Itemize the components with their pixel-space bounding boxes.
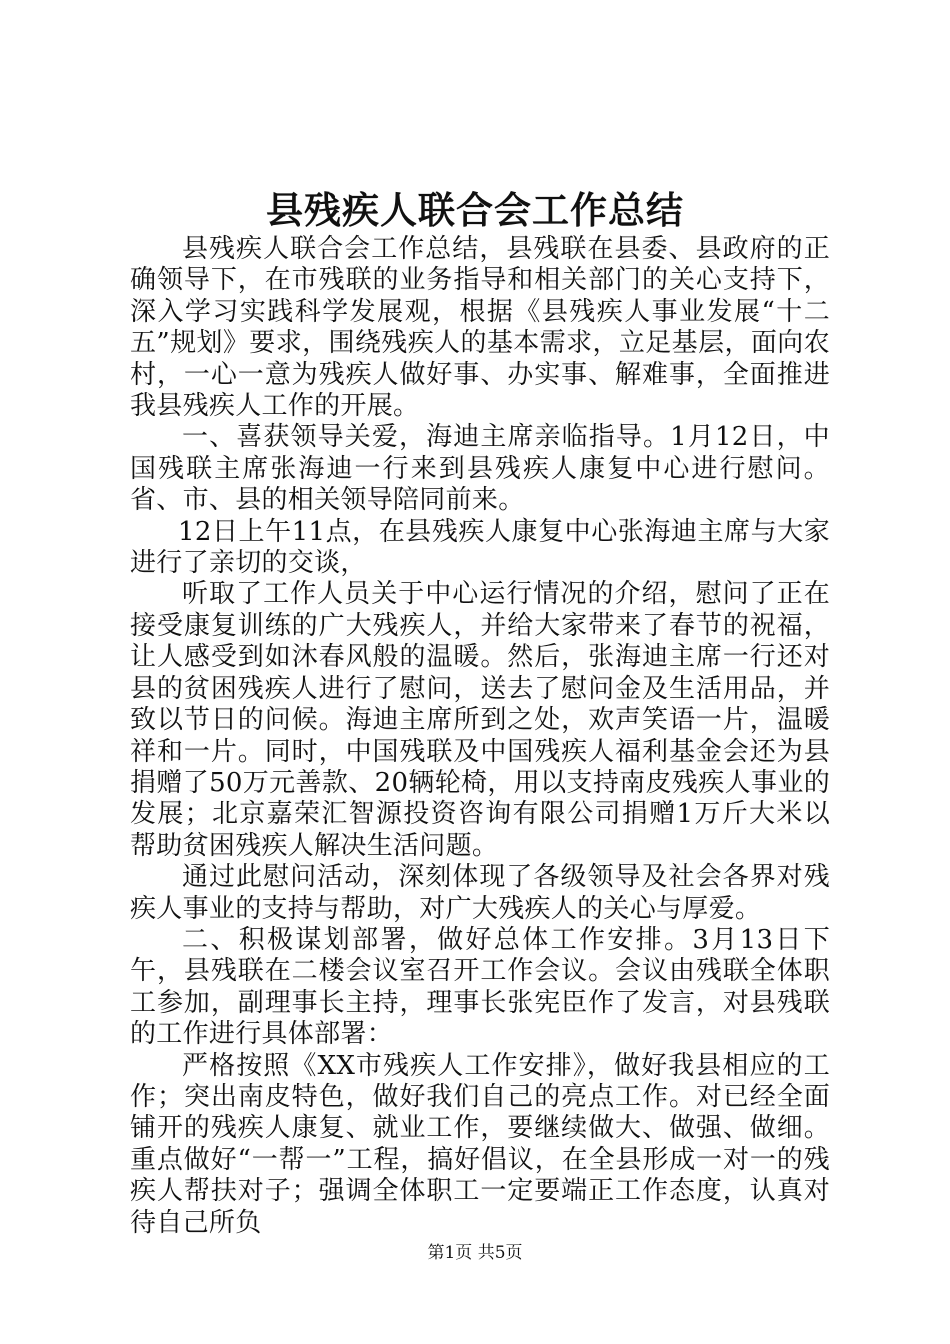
paragraph-meeting-time: 12日上午11点，在县残疾人康复中心张海迪主席与大家进行了亲切的交谈， xyxy=(130,516,830,579)
paragraph-work-arrangement: 严格按照《XX市残疾人工作安排》，做好我县相应的工作；突出南皮特色，做好我们自己的亮点工作。对已经全面铺开的残疾人康复、就业工作，要继续做大、做强、做细。重点做好“一帮一”工程，搞好倡议，在全县形成一对一的残疾人帮扶对子；强调全体职工一定要端正工作态度，认真对待自己所负 xyxy=(130,1050,830,1238)
paragraph-visit-details: 听取了工作人员关于中心运行情况的介绍，慰问了正在接受康复训练的广大残疾人，并给大家带来了春节的祝福，让人感受到如沐春风般的温暖。然后，张海迪主席一行还对县的贫困残疾人进行了慰问，送去了慰问金及生活用品，并致以节日的问候。海迪主席所到之处，欢声笑语一片，温暖祥和一片。同时，中国残联及中国残疾人福利基金会还为县捐赠了50万元善款、20辆轮椅，用以支持南皮残疾人事业的发展；北京嘉荣汇智源投资咨询有限公司捐赠1万斤大米以帮助贫困残疾人解决生活问题。 xyxy=(130,579,830,861)
document-body xyxy=(130,234,830,1239)
paragraph-intro: 县残疾人联合会工作总结，县残联在县委、县政府的正确领导下，在市残联的业务指导和相关部门的关心支持下，深入学习实践科学发展观，根据《县残疾人事业发展“十二五”规划》要求，围绕残疾人的基本需求，立足基层，面向农村，一心一意为残疾人做好事、办实事、解难事，全面推进我县残疾人工作的开展。 xyxy=(130,234,830,422)
document-title: 县残疾人联合会工作总结 xyxy=(266,188,684,232)
paragraph-section-2: 二、积极谋划部署，做好总体工作安排。3月13日下午，县残联在二楼会议室召开工作会议。会议由残联全体职工参加，副理事长主持，理事长张宪臣作了发言，对县残联的工作进行具体部署： xyxy=(130,924,830,1050)
paragraph-section-1: 一、喜获领导关爱，海迪主席亲临指导。1月12日，中国残联主席张海迪一行来到县残疾人康复中心进行慰问。省、市、县的相关领导陪同前来。 xyxy=(130,422,830,516)
paragraph-visit-significance: 通过此慰问活动，深刻体现了各级领导及社会各界对残疾人事业的支持与帮助，对广大残疾人的关心与厚爱。 xyxy=(130,862,830,924)
page-number-footer: 第1页 共5页 xyxy=(427,1243,523,1263)
